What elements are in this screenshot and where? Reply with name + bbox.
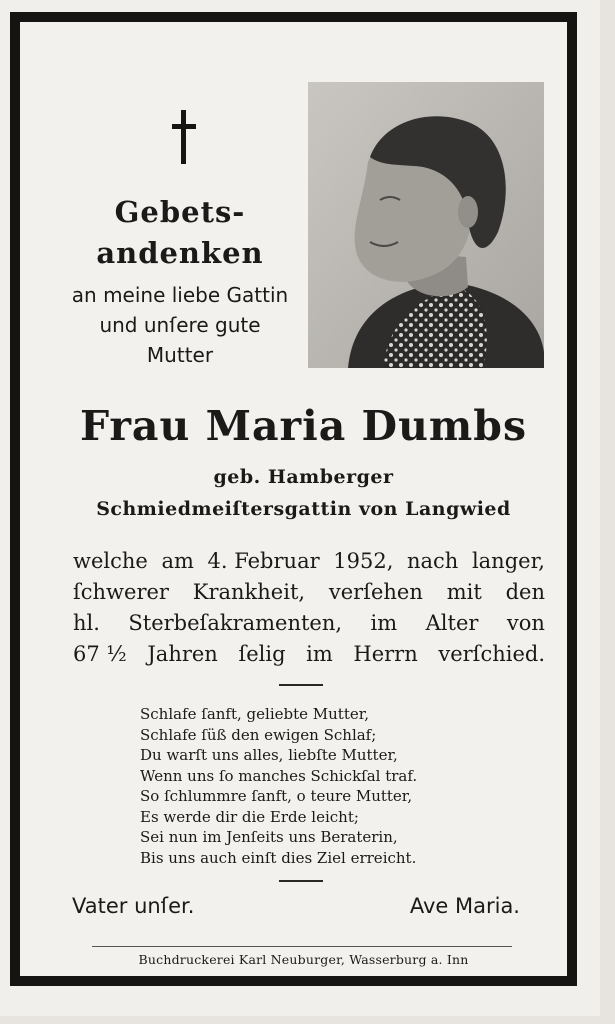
word: ſelig (238, 642, 286, 666)
poem-line: Du warſt uns alles, liebſte Mutter, (140, 746, 398, 764)
word: Herrn (353, 642, 418, 666)
poem (140, 704, 500, 868)
obituary-text (73, 546, 545, 670)
word: ſchwerer (73, 580, 169, 604)
cross-icon (172, 110, 196, 164)
divider (279, 880, 323, 882)
poem-line: Sei nun im Jenſeits uns Beraterin, (140, 828, 398, 846)
poem-line: Bis uns auch einſt dies Ziel erreicht. (140, 848, 417, 867)
word: 4. Februar (207, 549, 320, 573)
word: am (161, 549, 194, 573)
word: nach (406, 549, 459, 573)
word: 67 ½ (73, 642, 127, 666)
mourning-border (10, 12, 577, 986)
card-heading (50, 192, 310, 370)
word: 1952, (333, 549, 394, 573)
prayer-ave-maria: Ave Maria. (409, 894, 520, 918)
word: langer, (471, 549, 545, 573)
word: Sterbeſakramenten, (128, 611, 343, 635)
divider (279, 684, 323, 686)
word: verſehen (328, 580, 423, 604)
portrait-photo (308, 82, 544, 368)
poem-line: Schlafe ſüß den ewigen Schlaf; (140, 725, 377, 744)
word: Alter (425, 611, 479, 635)
poem-line: Es werde dir die Erde leicht; (140, 807, 359, 826)
word: verſchied. (438, 642, 545, 666)
word: im (306, 642, 333, 666)
title-line-1: Gebets- (114, 195, 246, 229)
occupation: Schmiedmeiſtersgattin von Langwied (96, 498, 511, 520)
printer-rule (92, 946, 512, 947)
poem-line: Schlafe ſanft, geliebte Mutter, (140, 705, 370, 723)
word: mit (446, 580, 482, 604)
word: Krankheit, (192, 580, 306, 604)
dedication-line: und unſere gute (99, 313, 261, 337)
word: Jahren (147, 642, 218, 666)
dedication (50, 280, 310, 370)
word: den (505, 580, 545, 604)
prayer-vater-unser: Vater unſer. (72, 894, 195, 918)
dedication-line: an meine liebe Gattin (71, 283, 289, 307)
deceased-name: Frau Maria Dumbs (79, 402, 528, 450)
obituary-line (73, 639, 545, 670)
obituary-line (73, 546, 545, 577)
word: welche (73, 549, 148, 573)
portrait-illustration (308, 82, 544, 368)
printer-imprint: Buchdruckerei Karl Neuburger, Wasserburg a. Inn (138, 952, 469, 967)
poem-line: Wenn uns ſo manches Schickſal traf. (140, 766, 418, 785)
maiden-name: geb. Hamberger (213, 466, 394, 488)
word: hl. (73, 611, 100, 635)
obituary-line (73, 608, 545, 639)
word: von (506, 611, 545, 635)
word: im (370, 611, 398, 635)
title-line-2: andenken (96, 236, 264, 270)
poem-line: So ſchlummre ſanft, o teure Mutter, (140, 787, 413, 805)
dedication-line: Mutter (146, 343, 214, 367)
obituary-line (73, 577, 545, 608)
